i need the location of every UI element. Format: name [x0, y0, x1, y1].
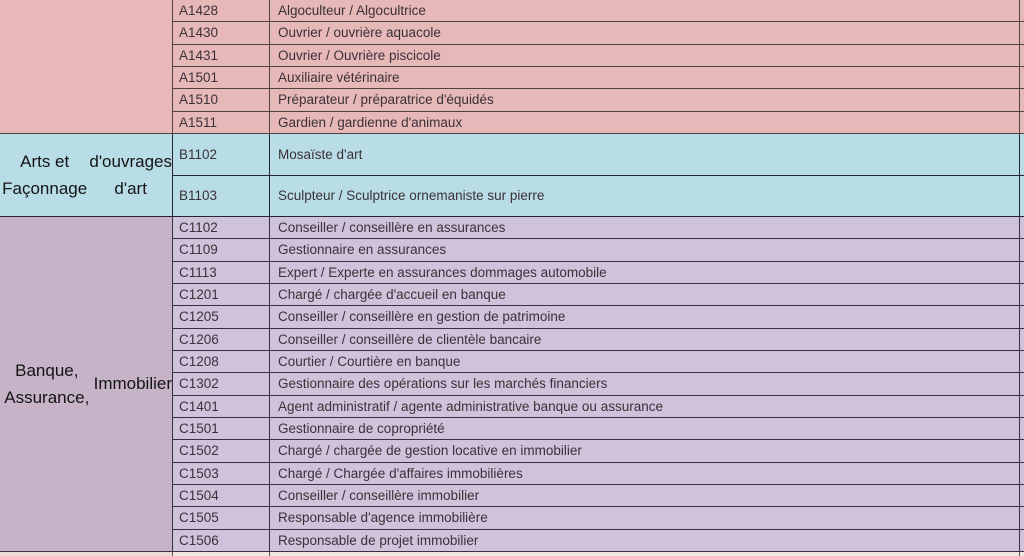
sheet-edge-strip [1020, 176, 1024, 217]
job-title-cell[interactable]: Courtier / Courtière en banque [270, 351, 1020, 372]
sheet-edge-strip [1020, 485, 1024, 506]
code-cell[interactable]: C1504 [173, 485, 270, 506]
table-row [173, 440, 1024, 462]
job-title-cell[interactable]: Algoculteur / Algocultrice [270, 0, 1020, 21]
category-cell-c[interactable] [0, 217, 173, 552]
table-row [173, 485, 1024, 507]
table-row [173, 45, 1024, 67]
job-title-cell[interactable]: Auxiliaire vétérinaire [270, 67, 1020, 88]
table-row [173, 176, 1024, 218]
sheet-edge-strip [1020, 89, 1024, 110]
sheet-edge-strip [1020, 284, 1024, 305]
table-row [173, 0, 1024, 22]
section-rows-c [173, 217, 1024, 552]
section-b [0, 134, 1024, 217]
category-label-line: Arts et Façonnage [2, 151, 88, 198]
code-cell[interactable]: C1208 [173, 351, 270, 372]
category-cell-a[interactable] [0, 0, 173, 134]
code-cell[interactable]: C1503 [173, 463, 270, 484]
sheet-edge-strip [1020, 418, 1024, 439]
table-row [173, 22, 1024, 44]
partial-next-row [0, 552, 1024, 556]
code-cell[interactable]: A1501 [173, 67, 270, 88]
section-c [0, 217, 1024, 552]
job-title-cell[interactable]: Chargé / chargée d'accueil en banque [270, 284, 1020, 305]
sheet-edge-strip [1020, 112, 1024, 133]
table-row [173, 112, 1024, 134]
code-cell[interactable]: C1401 [173, 396, 270, 417]
table-row [173, 396, 1024, 418]
table-row [173, 89, 1024, 111]
job-title-cell[interactable]: Conseiller / conseillère en gestion de patrimoine [270, 306, 1020, 327]
job-title-cell[interactable]: Gestionnaire de copropriété [270, 418, 1020, 439]
code-cell[interactable]: C1502 [173, 440, 270, 461]
table-row [173, 530, 1024, 552]
sheet-edge-strip [1020, 351, 1024, 372]
job-title-cell[interactable]: Responsable d'agence immobilière [270, 507, 1020, 528]
table-row [173, 239, 1024, 261]
code-cell[interactable]: C1113 [173, 262, 270, 283]
code-cell[interactable]: C1206 [173, 329, 270, 350]
job-title-cell[interactable]: Chargé / Chargée d'affaires immobilières [270, 463, 1020, 484]
job-title-cell[interactable]: Ouvrier / Ouvrière piscicole [270, 45, 1020, 66]
job-title-cell[interactable]: Sculpteur / Sculptrice ornemaniste sur pierre [270, 176, 1020, 217]
code-cell[interactable]: C1201 [173, 284, 270, 305]
section-rows-b [173, 134, 1024, 217]
table-row [173, 373, 1024, 395]
table-row [173, 463, 1024, 485]
sheet-edge-strip [1020, 217, 1024, 238]
sheet-edge-strip [1020, 67, 1024, 88]
code-cell[interactable]: A1428 [173, 0, 270, 21]
table-row [173, 262, 1024, 284]
job-title-cell[interactable]: Gardien / gardienne d'animaux [270, 112, 1020, 133]
job-title-cell[interactable]: Gestionnaire des opérations sur les marchés financiers [270, 373, 1020, 394]
code-cell[interactable]: A1510 [173, 89, 270, 110]
sheet-edge-strip [1020, 0, 1024, 21]
category-label-line: Banque, Assurance, [4, 360, 90, 407]
partial-cell [1020, 552, 1024, 556]
code-cell[interactable]: C1109 [173, 239, 270, 260]
job-title-cell[interactable]: Conseiller / conseillère de clientèle bancaire [270, 329, 1020, 350]
job-title-cell[interactable]: Conseiller / conseillère en assurances [270, 217, 1020, 238]
category-label-line: Immobilier [93, 374, 172, 394]
code-cell[interactable]: B1102 [173, 134, 270, 175]
sheet-edge-strip [1020, 396, 1024, 417]
sheet-edge-strip [1020, 329, 1024, 350]
sheet-edge-strip [1020, 262, 1024, 283]
sheet-edge-strip [1020, 463, 1024, 484]
job-title-cell[interactable]: Préparateur / préparatrice d'équidés [270, 89, 1020, 110]
job-title-cell[interactable]: Agent administratif / agente administrative banque ou assurance [270, 396, 1020, 417]
table-row [173, 284, 1024, 306]
table-row [173, 329, 1024, 351]
job-title-cell[interactable]: Conseiller / conseillère immobilier [270, 485, 1020, 506]
code-cell[interactable]: C1102 [173, 217, 270, 238]
sheet-edge-strip [1020, 373, 1024, 394]
sheet-edge-strip [1020, 440, 1024, 461]
table-row [173, 306, 1024, 328]
partial-cell [270, 552, 1020, 556]
table-row [173, 351, 1024, 373]
code-cell[interactable]: C1302 [173, 373, 270, 394]
table-row [173, 217, 1024, 239]
category-cell-b[interactable] [0, 134, 173, 217]
sheet-edge-strip [1020, 306, 1024, 327]
job-title-cell[interactable]: Chargé / chargée de gestion locative en immobilier [270, 440, 1020, 461]
job-title-cell[interactable]: Gestionnaire en assurances [270, 239, 1020, 260]
sheet-edge-strip [1020, 507, 1024, 528]
section-rows-a [173, 0, 1024, 134]
code-cell[interactable]: A1431 [173, 45, 270, 66]
job-title-cell[interactable]: Responsable de projet immobilier [270, 530, 1020, 551]
sheet-edge-strip [1020, 239, 1024, 260]
sheet-edge-strip [1020, 22, 1024, 43]
section-a [0, 0, 1024, 134]
table-row [173, 67, 1024, 89]
sheet-edge-strip [1020, 134, 1024, 175]
job-title-cell[interactable]: Mosaïste d'art [270, 134, 1020, 175]
code-cell[interactable]: C1506 [173, 530, 270, 551]
job-title-cell[interactable]: Ouvrier / ouvrière aquacole [270, 22, 1020, 43]
table-row [173, 507, 1024, 529]
code-cell[interactable]: A1430 [173, 22, 270, 43]
code-cell[interactable]: C1505 [173, 507, 270, 528]
category-label-line: d'ouvrages d'art [89, 151, 172, 198]
partial-cell [173, 552, 270, 556]
code-cell[interactable]: C1205 [173, 306, 270, 327]
job-title-cell[interactable]: Expert / Experte en assurances dommages automobile [270, 262, 1020, 283]
code-cell[interactable]: A1511 [173, 112, 270, 133]
table-row [173, 418, 1024, 440]
code-cell[interactable]: C1501 [173, 418, 270, 439]
partial-cell [0, 552, 173, 556]
table-row [173, 134, 1024, 176]
code-cell[interactable]: B1103 [173, 176, 270, 217]
sheet-edge-strip [1020, 530, 1024, 551]
sheet-edge-strip [1020, 45, 1024, 66]
